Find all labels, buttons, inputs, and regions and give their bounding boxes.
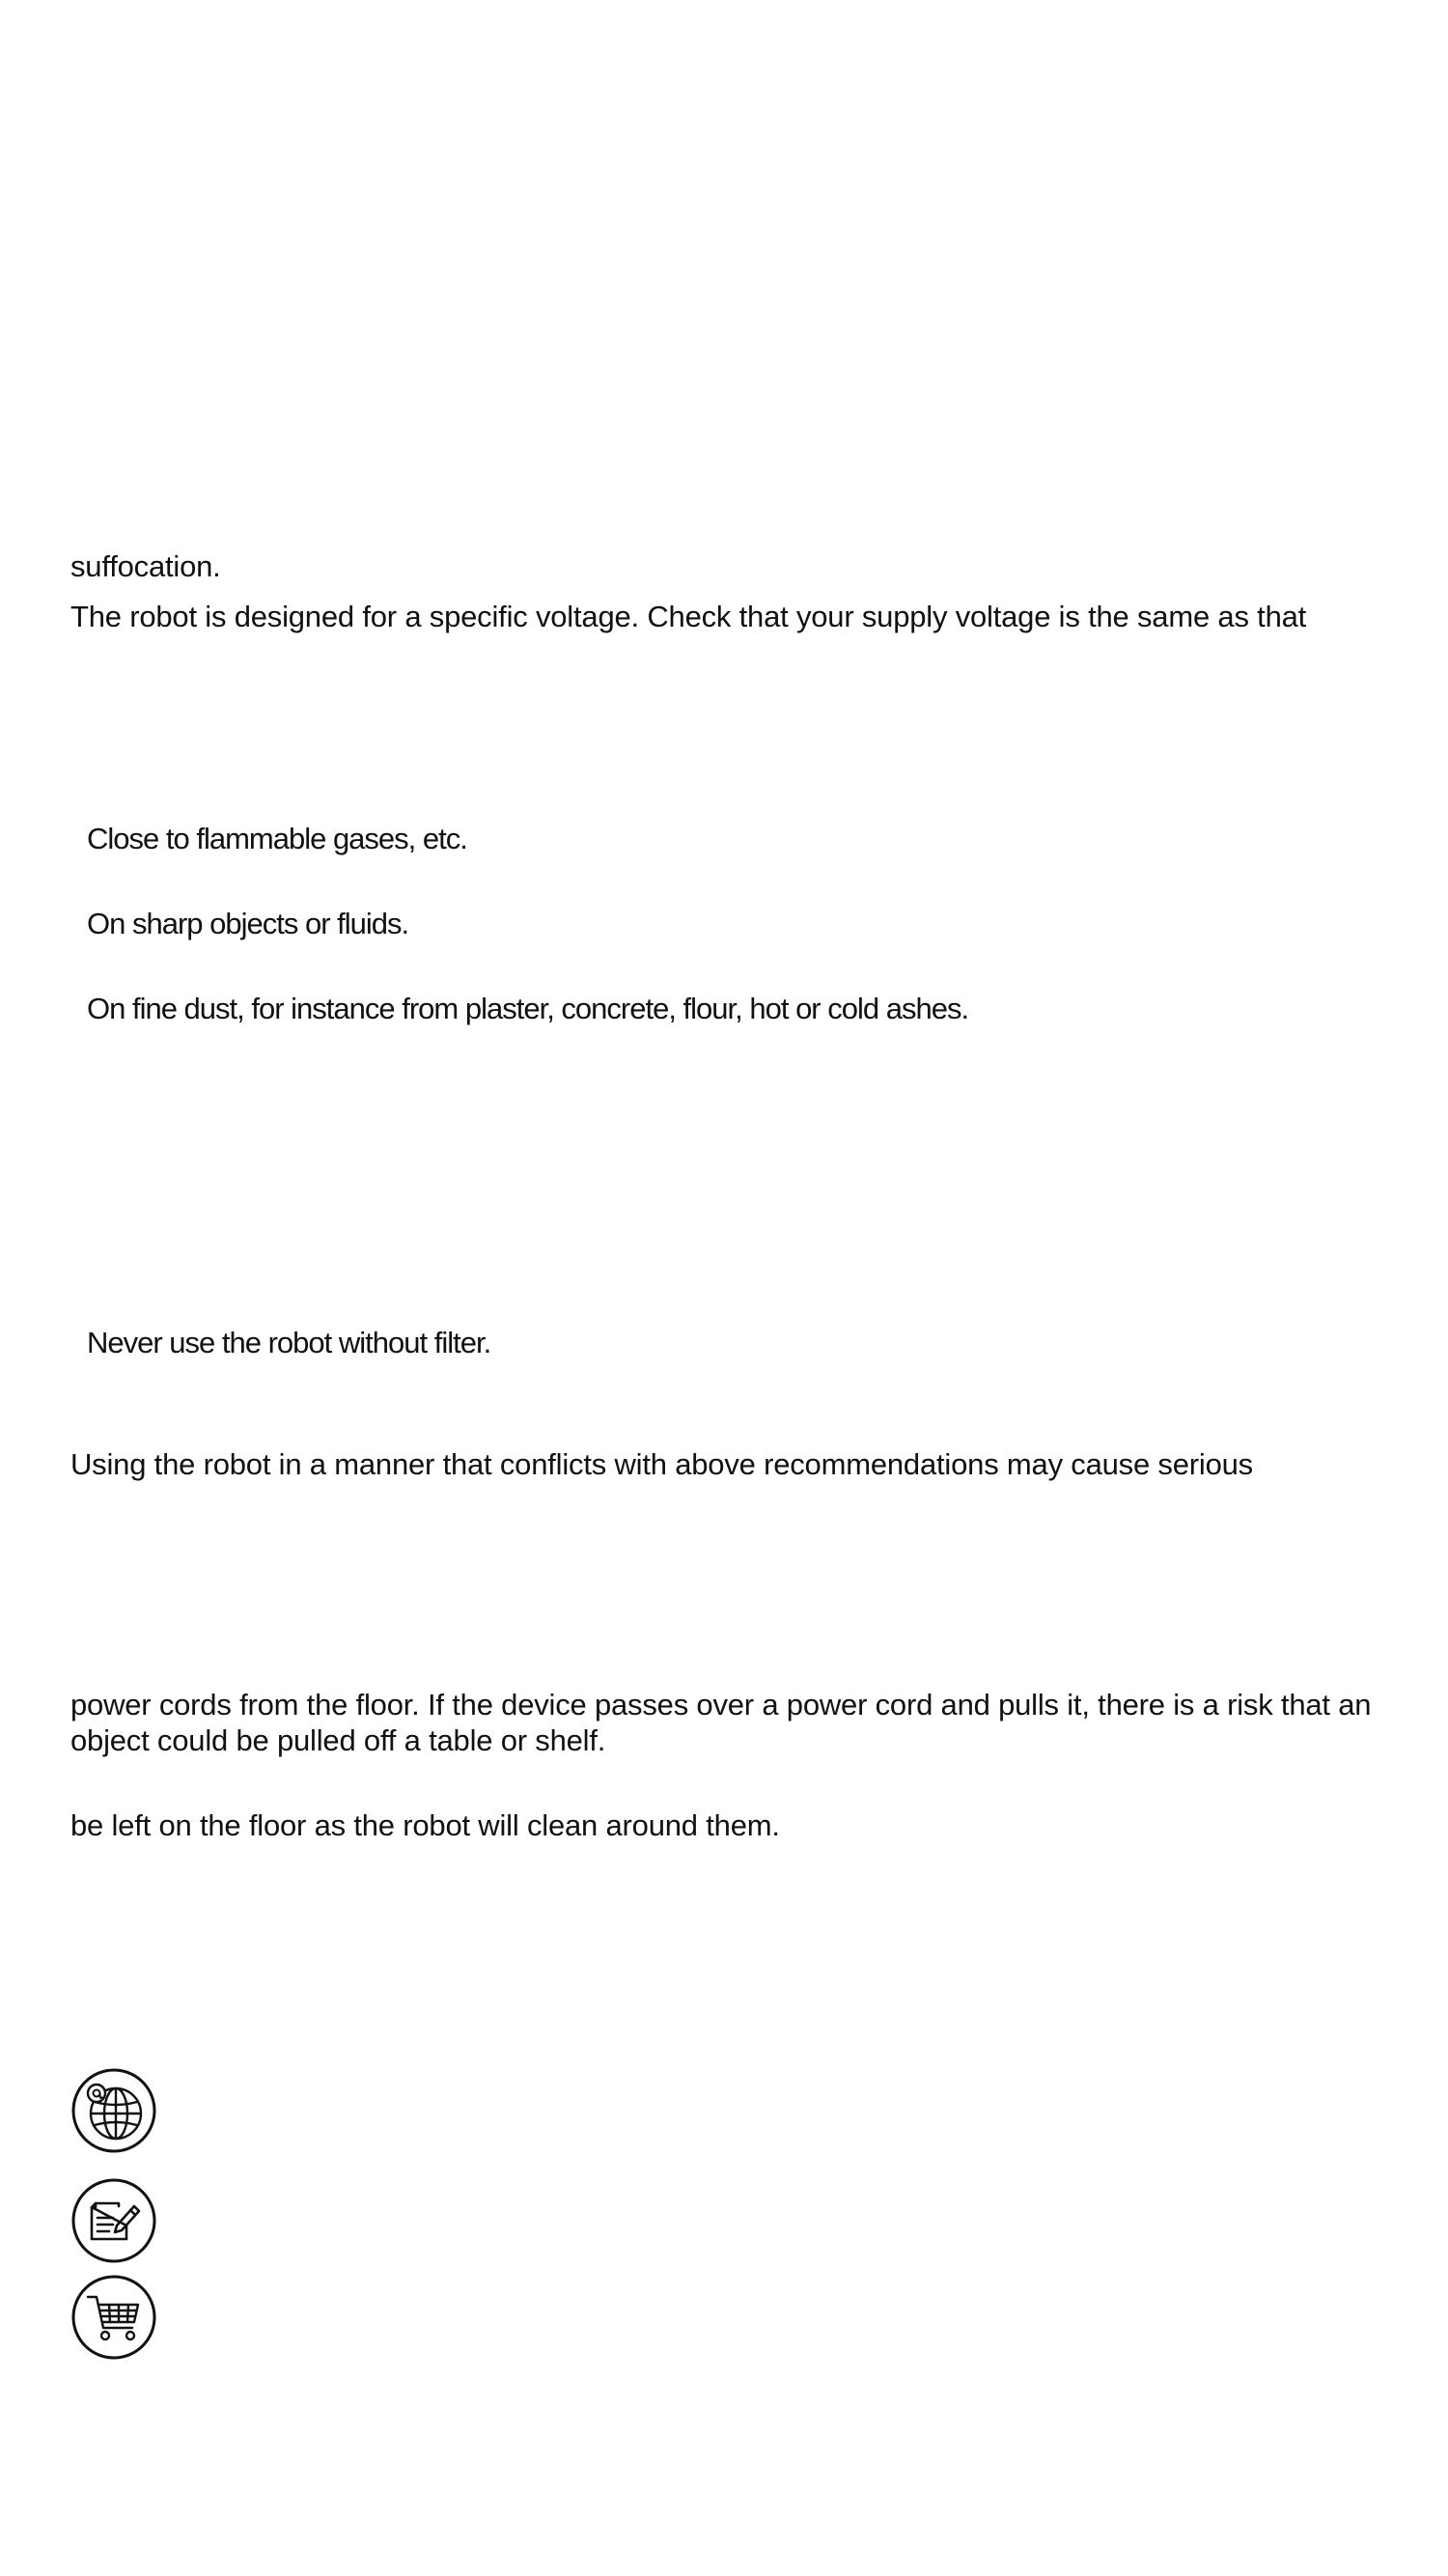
document-edit-icon [70,2177,157,2264]
bullet-flammable: Close to flammable gases, etc. [87,822,467,855]
text-power-cords-line2: object could be pulled off a table or shelf. [70,1723,606,1757]
text-suffocation: suffocation. [70,549,221,583]
shopping-cart-icon [70,2274,157,2361]
text-left-on-floor: be left on the floor as the robot will clean around them. [70,1808,780,1842]
bullet-fine-dust: On fine dust, for instance from plaster, concrete, flour, hot or cold ashes. [87,992,969,1025]
text-conflicts-warning: Using the robot in a manner that conflicts with above recommendations may cause serious [70,1447,1253,1481]
globe-at-icon [70,2067,157,2154]
text-power-cords-line1: power cords from the floor. If the device passes over a power cord and pulls it, there is a risk that an [70,1688,1372,1722]
text-voltage: The robot is designed for a specific voltage. Check that your supply voltage is the same as that [70,600,1307,633]
bullet-sharp-objects: On sharp objects or fluids. [87,907,409,940]
bullet-filter: Never use the robot without filter. [87,1326,491,1359]
